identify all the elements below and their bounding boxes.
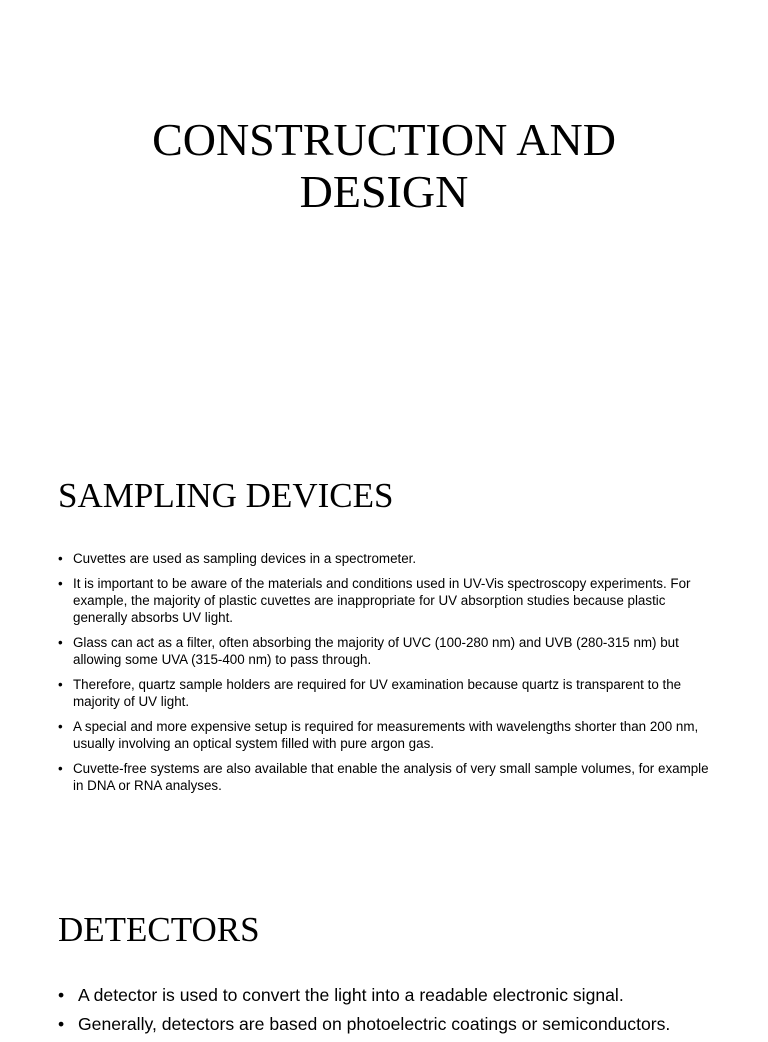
list-item: • Cuvettes are used as sampling devices in a spectrometer.	[58, 550, 710, 567]
list-item: • Glass can act as a filter, often absorbing the majority of UVC (100-280 nm) and UVB (280-315 nm) but allowing some UVA (315-400 nm) to pass through.	[58, 634, 710, 668]
title-slide	[0, 0, 768, 440]
list-item: • A special and more expensive setup is required for measurements with wavelengths shorter than 200 nm, usually involving an optical system filled with pure argon gas.	[58, 718, 710, 752]
page-title	[84, 114, 684, 218]
detectors-list	[58, 984, 710, 1042]
list-item: • It is important to be aware of the materials and conditions used in UV-Vis spectroscopy experiments. For example, the majority of plastic cuvettes are inappropriate for UV absorption studies because plastic generally absorbs UV light.	[58, 575, 710, 626]
detectors-heading: DETECTORS	[58, 910, 260, 949]
list-item: • Therefore, quartz sample holders are required for UV examination because quartz is transparent to the majority of UV light.	[58, 676, 710, 710]
list-item: • Generally, detectors are based on photoelectric coatings or semiconductors.	[58, 1013, 710, 1036]
sampling-devices-heading: SAMPLING DEVICES	[58, 476, 394, 515]
list-item: • A detector is used to convert the light into a readable electronic signal.	[58, 984, 710, 1007]
title-line-1: CONSTRUCTION AND	[152, 114, 616, 165]
title-line-2: DESIGN	[299, 166, 469, 217]
sampling-devices-list	[58, 550, 710, 802]
list-item: • Cuvette-free systems are also available that enable the analysis of very small sample volumes, for example in DNA or RNA analyses.	[58, 760, 710, 794]
